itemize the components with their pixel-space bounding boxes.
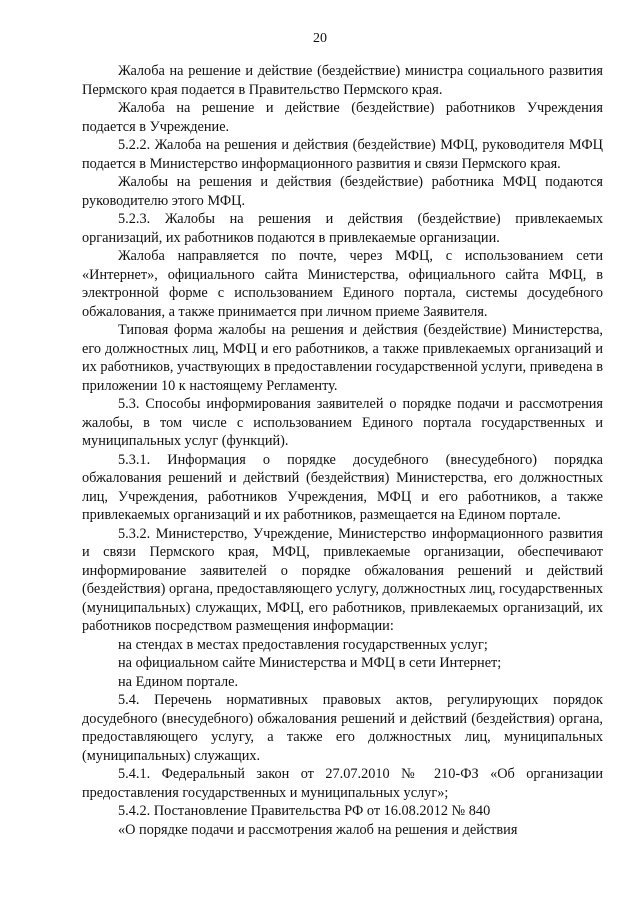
paragraph: 5.4.2. Постановление Правительства РФ от 16.08.2012 № 840	[118, 803, 491, 819]
document-body	[82, 62, 603, 839]
paragraph: 5.3. Способы информирования заявителей о порядке подачи и рассмотрения жалобы, в том числе с использованием Единого портала государственных и муниципальных услуг (функций).	[82, 396, 603, 449]
paragraph: Жалоба направляется по почте, через МФЦ, с использованием сети «Интернет», официального сайта Министерства, официального сайта МФЦ, в электронной форме с использованием Единого портала, системы досудебного обжалования, а также принимается при личном приеме Заявителя.	[82, 248, 603, 320]
paragraph: 5.3.1. Информация о порядке досудебного (внесудебного) порядка обжалования решений и действий (бездействия) Министерства, его должностных лиц, Учреждения, работников Учреждения, МФЦ и его работников, а также привлекаемых организаций и их работников, размещается на Едином портале.	[82, 451, 603, 523]
paragraph: на Едином портале.	[118, 673, 239, 690]
paragraph: 5.2.2. Жалоба на решения и действия (бездействие) МФЦ, руководителя МФЦ подается в Министерство информационного развития и связи Пермского края.	[82, 137, 603, 172]
paragraph: 5.4. Перечень нормативных правовых актов, регулирующих порядок досудебного (внесудебного) обжалования решений и действий (бездействия) органа, предоставляющего услугу, а также его должностных лиц, муниципальных (муниципальных) служащих.	[82, 692, 603, 764]
paragraph: 5.2.3. Жалобы на решения и действия (бездействие) привлекаемых организаций, их работников подаются в привлекаемые организации.	[82, 211, 603, 246]
paragraph: Жалоба на решение и действие (бездействие) работников Учреждения подается в Учреждение.	[82, 100, 603, 135]
paragraph: Жалобы на решения и действия (бездействие) работника МФЦ подаются руководителю этого МФЦ.	[82, 174, 603, 209]
paragraph: 5.3.2. Министерство, Учреждение, Министерство информационного развития и связи Пермского края, МФЦ, привлекаемые организации, обеспечивают информирование заявителей о порядке обжалования решений и действий (бездействия) органа, предоставляющего услугу, должностных лиц, государственных (муниципальных) служащих, МФЦ, его работников, привлекаемых организаций, их работников посредством размещения информации:	[82, 525, 603, 634]
page-number: 20	[313, 31, 327, 46]
paragraph: 5.4.1. Федеральный закон от 27.07.2010 № 210-ФЗ «Об организации предоставления государственных и муниципальных услуг»;	[82, 766, 603, 801]
paragraph: «О порядке подачи и рассмотрения жалоб на решения и действия	[118, 821, 518, 838]
paragraph: на официальном сайте Министерства и МФЦ в сети Интернет;	[118, 655, 502, 671]
paragraph: на стендах в местах предоставления государственных услуг;	[118, 636, 488, 653]
paragraph: Типовая форма жалобы на решения и действия (бездействие) Министерства, его должностных лиц, МФЦ и его работников, а также привлекаемых организаций и их работников, участвующих в предоставлении государственной услуги, приведена в приложении 10 к настоящему Регламенту.	[82, 322, 603, 394]
paragraph: Жалоба на решение и действие (бездействие) министра социального развития Пермского края подается в Правительство Пермского края.	[82, 63, 603, 98]
